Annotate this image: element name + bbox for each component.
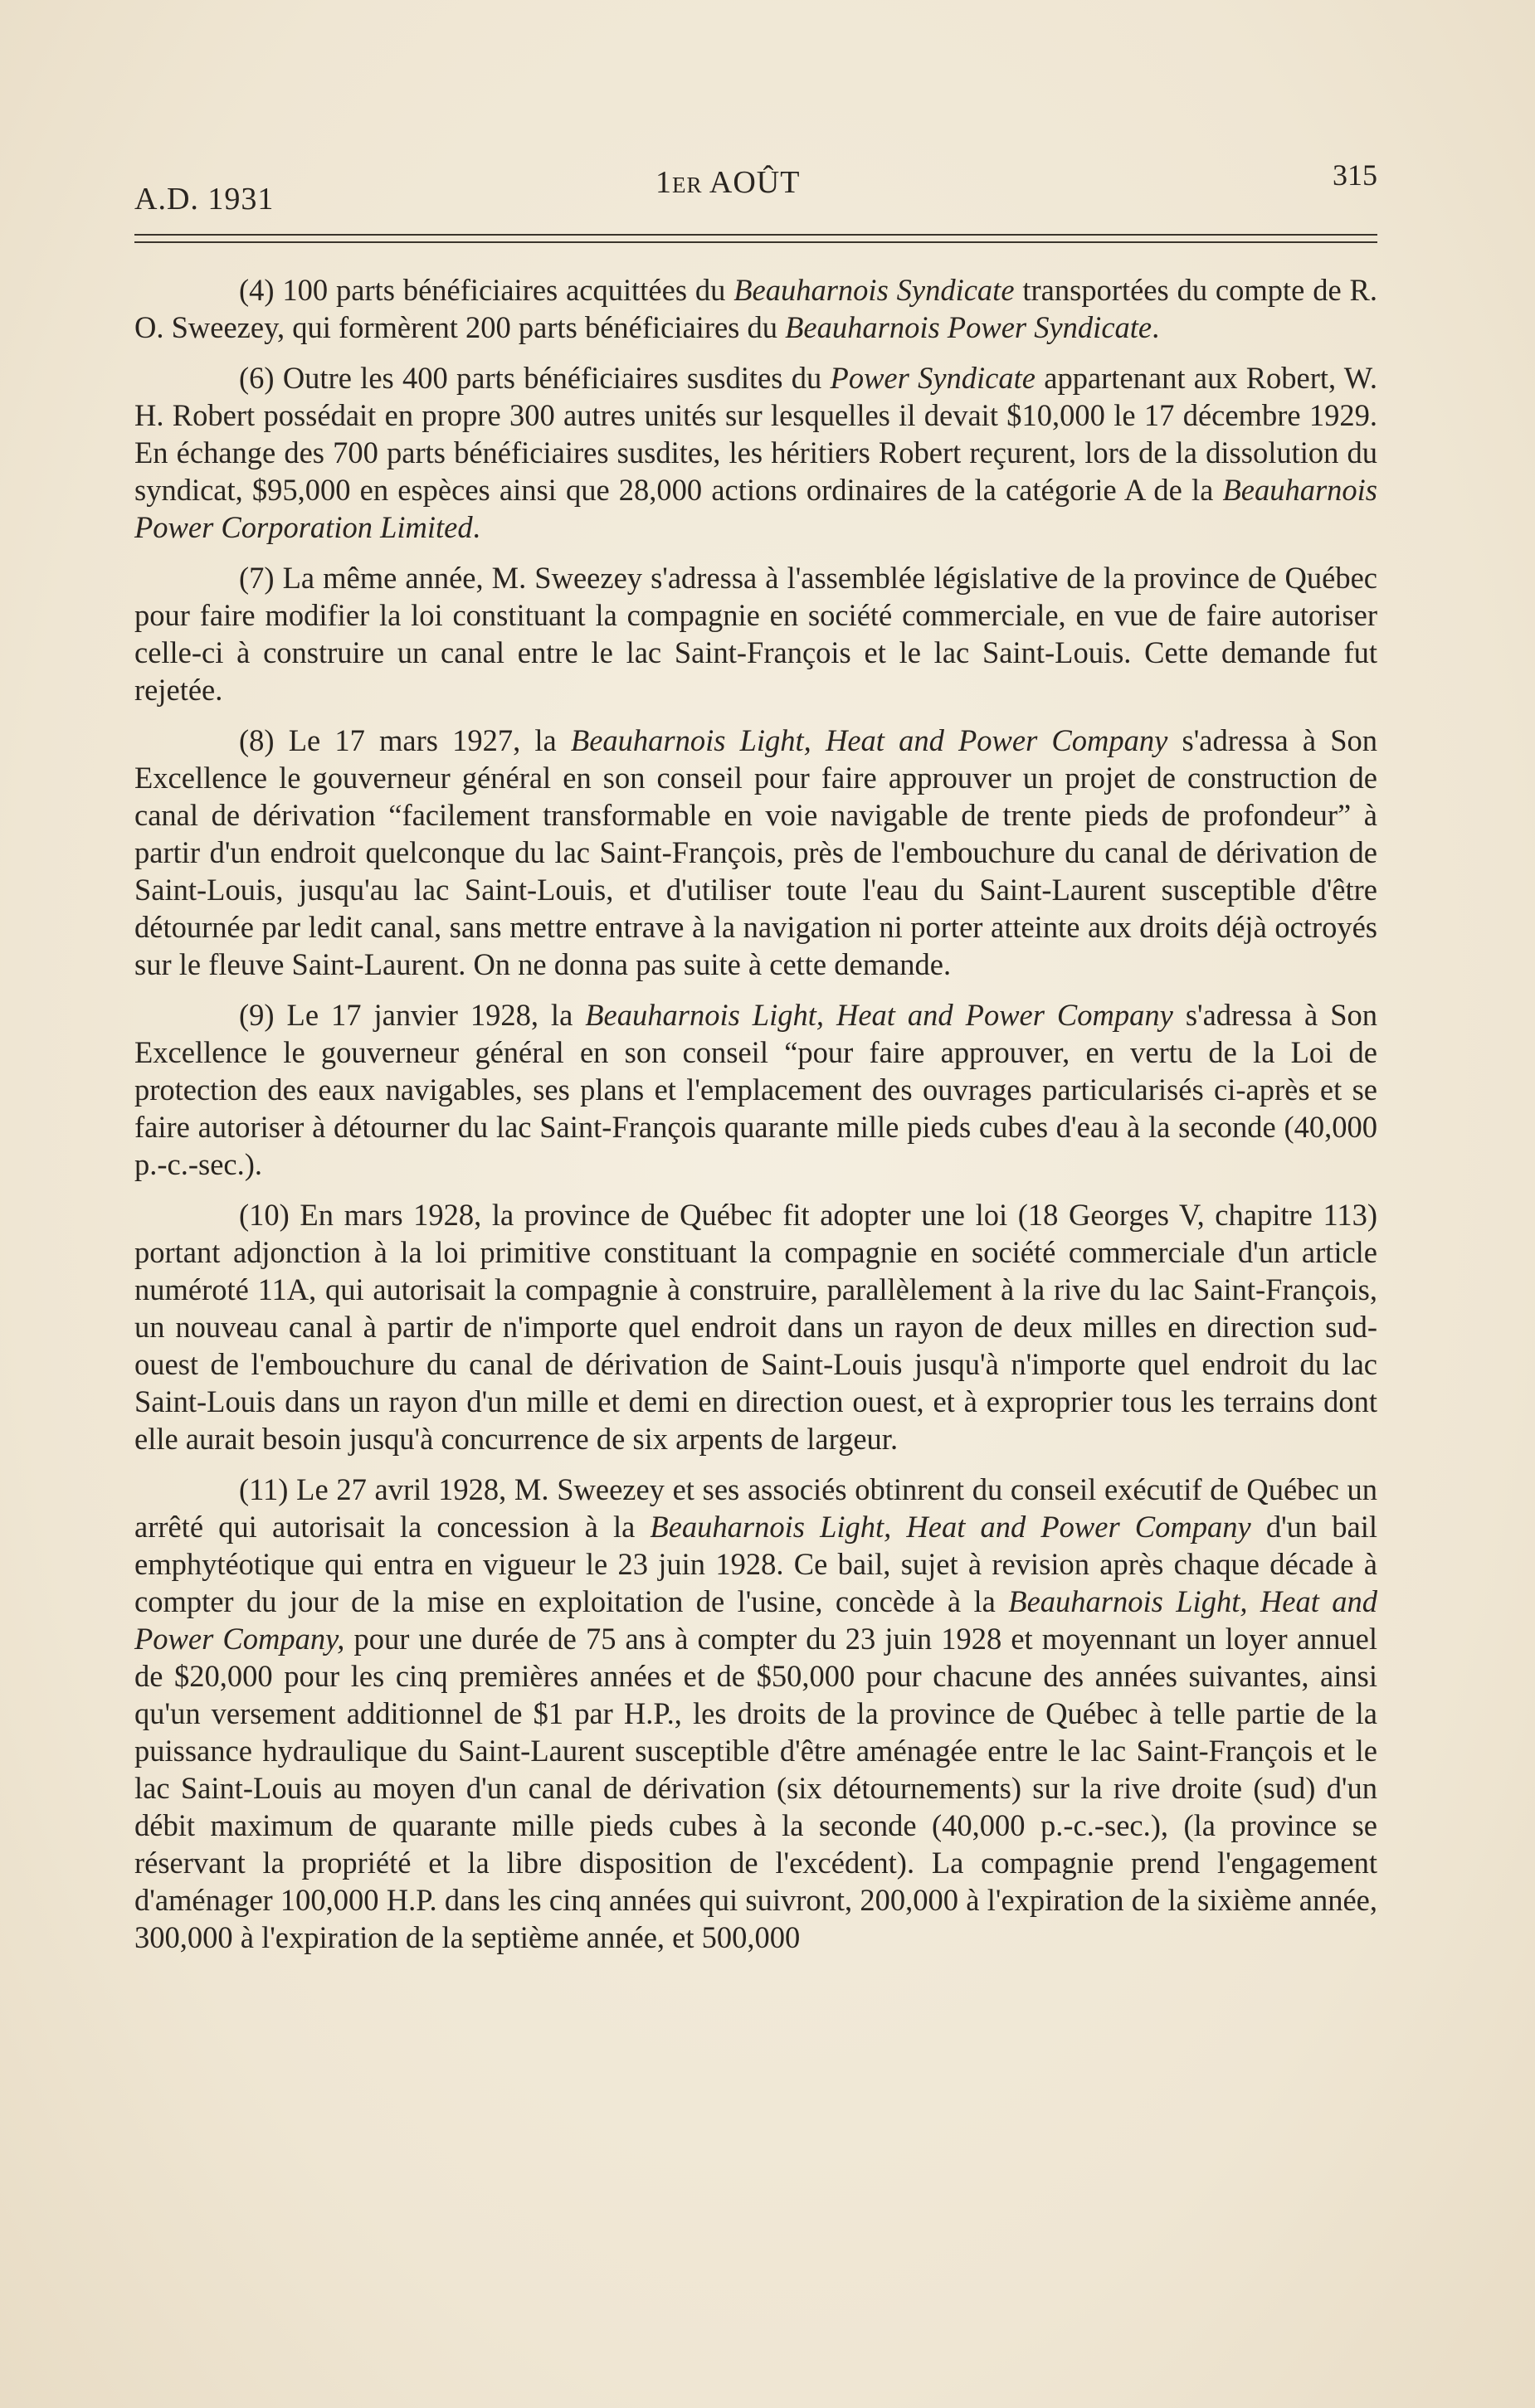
paragraph-number: (11) <box>239 1472 289 1506</box>
paragraph-text: s'adressa à Son Excellence le gouverneur général en son conseil pour faire approuver un projet de construction de canal de dérivation “facilement transformable en voie navigable de trente pieds de profondeur” à partir d'un endroit quelconque du lac Saint-François, près de l'embouchure du canal de dérivation de Saint-Louis, jusqu'au lac Saint-Louis, et d'utiliser toute l'eau du Saint-Laurent susceptible d'être détournée par ledit canal, sans mettre entrave à la navigation ni porter atteinte aux droits déjà octroyés sur le fleuve Saint-Laurent. On ne donna pas suite à cette demande. <box>134 723 1378 981</box>
paragraph-text: 100 parts bénéficiaires acquittées du <box>274 273 734 307</box>
header-year: A.D. 1931 <box>134 182 275 216</box>
paragraph-6 <box>134 359 1377 546</box>
paragraph-text: La même année, M. Sweezey s'adressa à l'assemblée législative de la province de Québec pour faire modifier la loi constituant la compagnie en société commerciale, en vue de faire autoriser celle-ci à construire un canal entre le lac Saint-François et le lac Saint-Louis. Cette demande fut rejetée. <box>134 561 1377 707</box>
paragraph-text: Le 27 avril 1928, M. Sweezey et ses associés obtinrent du conseil exécutif de Québec un arrêté qui autorisait la concession à la <box>134 1472 1377 1544</box>
paragraph-number: (6) <box>239 361 275 395</box>
paragraph-11 <box>134 1471 1377 1956</box>
paragraph-italic: Beauharnois Power Syndicate <box>785 310 1152 344</box>
paragraph-text: d'un bail emphytéotique qui entra en vigueur le 23 juin 1928. Ce bail, sujet à revision après chaque décade à compter du jour de la mise en exploitation de l'usine, concède à la <box>134 1510 1378 1618</box>
paragraph-italic: Power Syndicate <box>830 361 1036 395</box>
paragraph-4 <box>134 271 1377 346</box>
paragraph-text: Le 17 mars 1927, la <box>274 723 571 757</box>
paragraph-italic: Beauharnois Light, Heat and Power Company <box>650 1510 1251 1544</box>
paragraph-number: (7) <box>239 561 275 595</box>
page-header <box>134 158 1377 216</box>
paragraph-text: Le 17 janvier 1928, la <box>274 998 586 1032</box>
page-number: 315 <box>1333 158 1377 192</box>
header-date-month: AOÛT <box>702 165 801 200</box>
paragraph-number: (4) <box>239 273 275 307</box>
paragraph-9 <box>134 996 1377 1183</box>
paragraph-number: (10) <box>239 1198 290 1232</box>
paragraph-text: . <box>472 510 480 544</box>
header-date <box>655 164 800 201</box>
paragraph-text: appartenant aux Robert, W. H. Robert possédait en propre 300 autres unités sur lesquelles il devait $10,000 le 17 décembre 1929. En échange des 700 parts bénéficiaires susdites, les héritiers Robert reçurent, lors de la dissolution du syndicat, $95,000 en espèces ainsi que 28,000 actions ordinaires de la catégorie A de la <box>134 361 1377 507</box>
header-rule-bottom <box>134 241 1377 243</box>
paragraph-italic: Beauharnois Power Corporation Limited <box>134 473 1377 544</box>
paragraph-text: . <box>1152 310 1160 344</box>
paragraph-number: (8) <box>239 723 275 757</box>
paragraph-7 <box>134 559 1377 708</box>
paragraph-text: pour une durée de 75 ans à compter du 23 juin 1928 et moyennant un loyer annuel de $20,000 pour les cinq premières années et de $50,000 pour chacune des années suivantes, ainsi qu'un versement additionnel de $1 par H.P., les droits de la province de Québec à telle partie de la puissance hydraulique du Saint-Laurent susceptible d'être aménagée entre le lac Saint-François et le lac Saint-Louis au moyen d'un canal de dérivation (six détournements) sur la rive droite (sud) d'un débit maximum de quarante mille pieds cubes à la seconde (40,000 p.-c.-sec.), (la province se réservant la propriété et la libre disposition de l'excédent). La compagnie prend l'engagement d'aménager 100,000 H.P. dans les cinq années qui suivront, 200,000 à l'expiration de la sixième année, 300,000 à l'expiration de la septième année, et 500,000 <box>134 1622 1377 1954</box>
header-date-prefix: 1 <box>655 165 672 200</box>
paragraph-text: En mars 1928, la province de Québec fit adopter une loi (18 Georges V, chapitre 113) portant adjonction à la loi primitive constituant la compagnie en société commerciale d'un article numéroté 11A, qui autorisait la compagnie à construire, parallèlement à la rive du lac Saint-François, un nouveau canal à partir de n'importe quel endroit dans un rayon de deux milles en direction sud-ouest de l'embouchure du canal de dérivation de Saint-Louis jusqu'à n'importe quel endroit du lac Saint-Louis dans un rayon d'un mille et demi en direction ouest, et à exproprier tous les terrains dont elle aurait besoin jusqu'à concurrence de six arpents de largeur. <box>134 1198 1377 1456</box>
header-date-superscript: er <box>672 165 703 200</box>
header-rule-top <box>134 234 1377 236</box>
paragraph-text: Outre les 400 parts bénéficiaires susdites du <box>274 361 831 395</box>
paragraph-text: transportées du compte de R. O. Sweezey, qui formèrent 200 parts bénéficiaires du <box>134 273 1377 344</box>
paragraph-italic: Beauharnois Light, Heat and Power Company <box>570 723 1168 757</box>
paragraph-10 <box>134 1196 1377 1457</box>
paragraph-number: (9) <box>239 998 275 1032</box>
paragraph-italic: Beauharnois Light, Heat and Power Company, <box>134 1584 1378 1656</box>
paragraph-italic: Beauharnois Syndicate <box>733 273 1015 307</box>
paragraph-text: s'adressa à Son Excellence le gouverneur général en son conseil “pour faire approuver, en vertu de la Loi de protection des eaux navigables, ses plans et l'emplacement des ouvrages particularisés ci-après et se faire autoriser à détourner du lac Saint-François quarante mille pieds cubes d'eau à la seconde (40,000 p.-c.-sec.). <box>134 998 1377 1181</box>
paragraph-italic: Beauharnois Light, Heat and Power Company <box>585 998 1173 1032</box>
paragraph-8 <box>134 722 1377 983</box>
document-body <box>134 271 1377 1956</box>
